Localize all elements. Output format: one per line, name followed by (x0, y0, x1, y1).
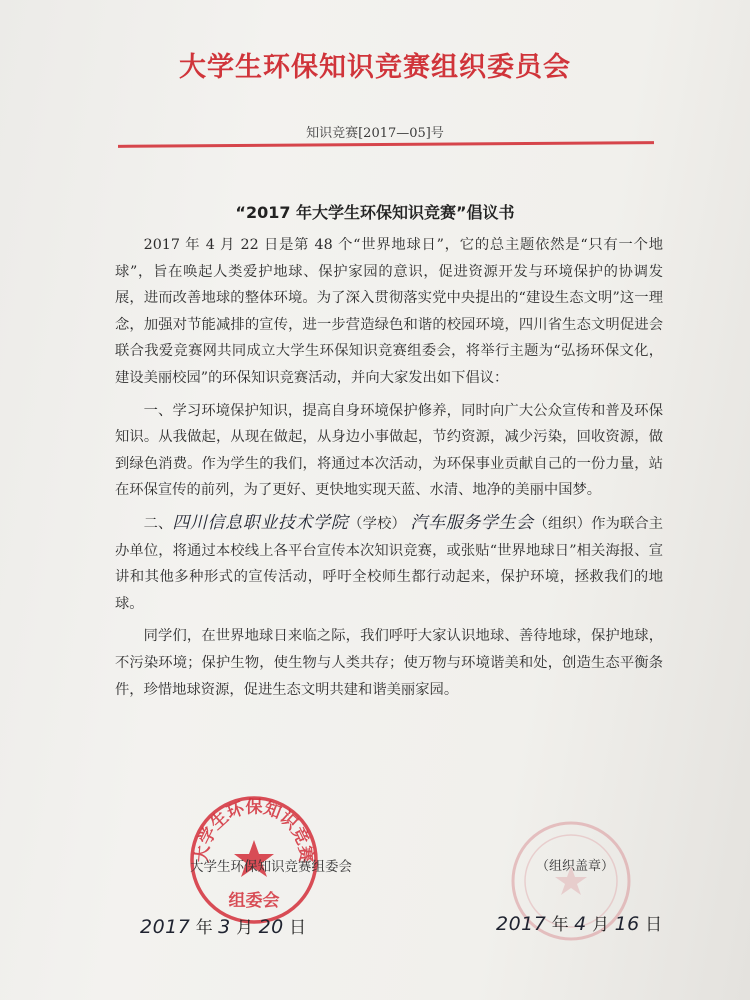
paragraph-intro: 2017 年 4 月 22 日是第 48 个“世界地球日”，它的总主题依然是“只有一个地球”，旨在唤起人类爱护地球、保护家园的意识，促进资源开发与环境保护的协调发展，进而改善地球的整体环境。为了深入贯彻落实党中央提出的“建设生态文明”这一理念，加强对节能减排的宣传，进一步营造绿色和谐的校园环境，四川省生态文明促进会联合我爱竞赛网共同成立大学生环保知识竞赛组委会，将举行主题为“弘扬环保文化，建设美丽校园”的环保知识竞赛活动，并向大家发出如下倡议： (115, 237, 663, 386)
header-divider (118, 141, 654, 148)
handwritten-org-name: 汽车服务学生会 (410, 512, 534, 533)
paragraph-proposal-1: 一、学习环境保护知识，提高自身环境保护修养，同时向广大公众宣传和普及环保知识。从我做起，从现在做起，从身边小事做起，节约资源，减少污染，回收资源，做到绿色消费。作为学生的我们，将通过本次活动，为环保事业贡献自己的一份力量，站在环保宣传的前列，为了更好、更快地实现天蓝、水清、地净的美丽中国梦。 (115, 402, 663, 499)
seal-bottom-text: 组委会 (228, 891, 280, 911)
document-body (115, 232, 663, 703)
handwritten-school-name: 四川信息职业技术学院 (172, 512, 349, 533)
left-date-year-unit: 年 (195, 918, 213, 938)
seal-arc-text: 大学生环保知识竞赛 (192, 797, 316, 864)
right-date-day-unit: 日 (645, 915, 663, 935)
left-date-month: 3 (218, 916, 231, 938)
paragraph-proposal-2 (115, 510, 663, 617)
left-signature-date (140, 913, 306, 938)
paragraph-closing: 同学们，在世界地球日来临之际，我们呼吁大家认识地球、善待地球，保护地球，不污染环境；保护生物，使生物与人类共存；使万物与环境谐美和处，创造生态平衡条件，珍惜地球资源，促进生态文明共建和谐美丽家园。 (115, 628, 663, 698)
left-date-day: 20 (258, 916, 284, 938)
left-date-month-unit: 月 (236, 918, 254, 938)
right-date-year: 2017 (496, 913, 547, 935)
right-date-month: 4 (574, 913, 587, 935)
right-date-year-unit: 年 (551, 915, 569, 935)
left-date-day-unit: 日 (289, 918, 307, 938)
left-signature-org: 大学生环保知识竞赛组委会 (190, 859, 352, 875)
right-date-day: 16 (614, 913, 640, 935)
document-number: 知识竞赛[2017—05]号 (306, 126, 444, 141)
school-suffix: （学校） (348, 515, 406, 532)
org-suffix: （组织）作为联合主办单位，将通过本校线上各平台宣传本次知识竞赛，或张贴“世界地球日”相关海报、宣讲和其他多种形式的宣传活动，呼吁全校师生都行动起来，保护环境，拯救我们的地球。 (115, 515, 664, 612)
right-date-month-unit: 月 (592, 915, 610, 935)
left-date-year: 2017 (140, 916, 191, 938)
document-title: “2017 年大学生环保知识竞赛”倡议书 (235, 203, 515, 222)
right-signature-org: （组织盖章） (536, 859, 615, 874)
proposal-2-prefix: 二、 (143, 515, 173, 532)
right-signature-date (496, 910, 662, 935)
org-header: 大学生环保知识竞赛组织委员会 (179, 52, 571, 83)
